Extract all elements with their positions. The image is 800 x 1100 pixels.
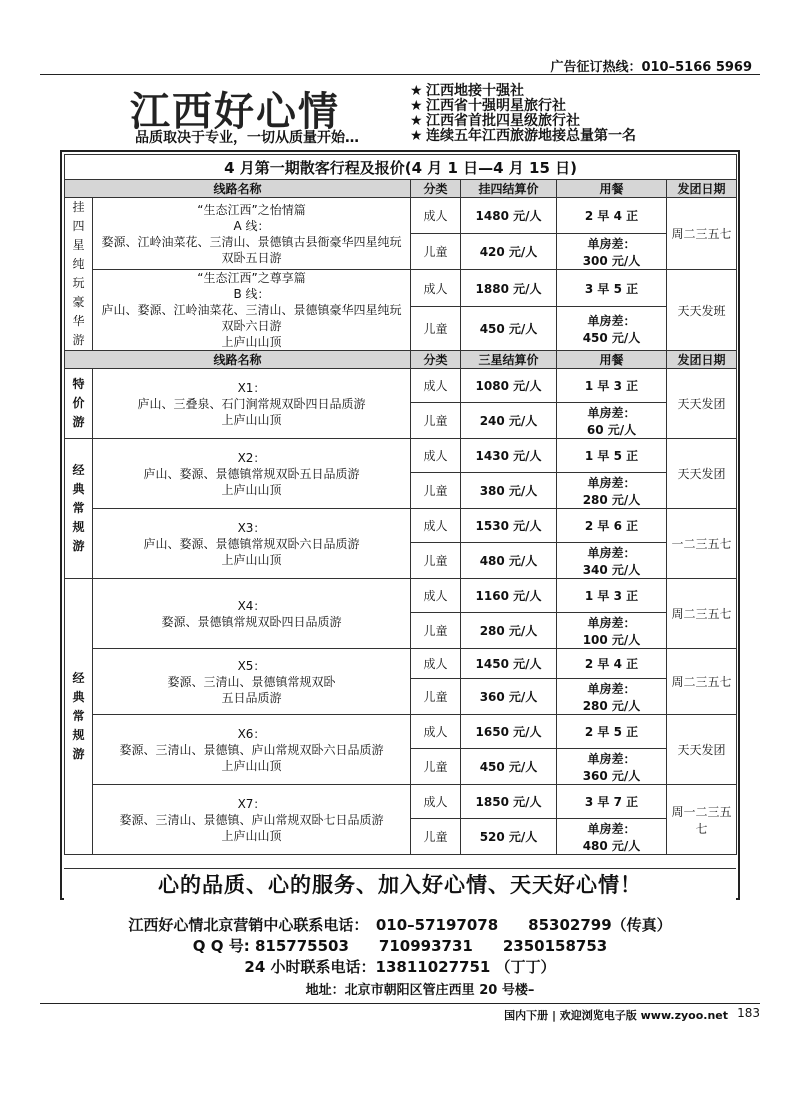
category-child: 儿童 [411,473,461,509]
adult-price: 1530 元/人 [461,509,557,543]
category-adult: 成人 [411,785,461,819]
star-icon: ★ [410,83,423,99]
contact-24h: 24 小时联系电话：13811027751 （丁丁） [244,958,556,976]
meal-plan: 2 早 4 正 [557,198,667,234]
category-adult: 成人 [411,649,461,679]
category-adult: 成人 [411,509,461,543]
award-item: ★ 江西地接十强社 [410,83,524,99]
col-category: 分类 [411,180,461,198]
route-description: “生态江西”之怡情篇 A 线： 婺源、江岭油菜花、三清山、景德镇古县衙豪华四星纯玩 双卧五日游 [93,198,411,270]
meal-plan: 1 早 3 正 [557,369,667,403]
col-date: 发团日期 [667,180,737,198]
adult-price: 1880 元/人 [461,270,557,307]
route-description: X5： 婺源、三清山、景德镇常规双卧 五日品质游 [93,649,411,715]
child-price: 520 元/人 [461,819,557,855]
table-row [65,270,737,307]
category-adult: 成人 [411,579,461,613]
departure-date: 周一二三五七 [667,785,737,855]
table-title: 4 月第一期散客行程及报价(4 月 1 日—4 月 15 日) [65,155,737,180]
route-description: X3： 庐山、婺源、景德镇常规双卧六日品质游 上庐山山顶 [93,509,411,579]
child-price: 240 元/人 [461,403,557,439]
group-label-classic: 经 典 常 规 游 [65,439,93,579]
single-supplement: 单房差： 450 元/人 [557,307,667,351]
star-icon: ★ [410,113,423,129]
meal-plan: 3 早 7 正 [557,785,667,819]
meal-plan: 3 早 5 正 [557,270,667,307]
route-description: X2： 庐山、婺源、景德镇常规双卧五日品质游 上庐山山顶 [93,439,411,509]
group-label-special: 特 价 游 [65,369,93,439]
single-supplement: 单房差： 60 元/人 [557,403,667,439]
table-header [65,351,737,369]
single-supplement: 单房差： 280 元/人 [557,473,667,509]
award-item: ★ 江西省首批四星级旅行社 [410,113,580,129]
child-price: 360 元/人 [461,679,557,715]
meal-plan: 2 早 4 正 [557,649,667,679]
awards-list [410,84,636,144]
child-price: 450 元/人 [461,307,557,351]
adult-price: 1480 元/人 [461,198,557,234]
top-divider [40,74,760,75]
route-description: X1： 庐山、三叠泉、石门涧常规双卧四日品质游 上庐山山顶 [93,369,411,439]
contact-phone: 江西好心情北京营销中心联系电话： 010–57197078 85302799（传真） [128,916,672,934]
adult-price: 1650 元/人 [461,715,557,749]
single-supplement: 单房差： 300 元/人 [557,234,667,270]
contact-qq: Q Q 号: 815775503 710993731 2350158753 [192,937,608,955]
category-child: 儿童 [411,749,461,785]
departure-date: 天天发团 [667,369,737,439]
bottom-divider [40,1003,760,1004]
table-row [65,785,737,819]
single-supplement: 单房差： 100 元/人 [557,613,667,649]
col-route: 线路名称 [65,351,411,369]
closing-slogan: 心的品质、心的服务、加入好心情、天天好心情！ [64,868,736,901]
departure-date: 周二三五七 [667,579,737,649]
col-category: 分类 [411,351,461,369]
table-row [65,649,737,679]
col-date: 发团日期 [667,351,737,369]
adult-price: 1430 元/人 [461,439,557,473]
category-child: 儿童 [411,543,461,579]
single-supplement: 单房差： 280 元/人 [557,679,667,715]
category-adult: 成人 [411,270,461,307]
award-item: ★ 江西省十强明星旅行社 [410,98,566,114]
adult-price: 1080 元/人 [461,369,557,403]
footer-text: 国内下册 | 欢迎浏览电子版 www.zyoo.net [504,1009,728,1022]
departure-date: 天天发班 [667,270,737,351]
table-row [65,509,737,543]
route-description: “生态江西”之尊享篇 B 线： 庐山、婺源、江岭油菜花、三清山、景德镇豪华四星纯玩 双卧六日游 上庐山山顶 [93,270,411,351]
meal-plan: 2 早 6 正 [557,509,667,543]
table-header [65,180,737,198]
departure-date: 周二三五七 [667,649,737,715]
route-description: X6： 婺源、三清山、景德镇、庐山常规双卧六日品质游 上庐山山顶 [93,715,411,785]
star-icon: ★ [410,98,423,114]
meal-plan: 1 早 5 正 [557,439,667,473]
col-price: 挂四结算价 [461,180,557,198]
table-row [65,715,737,749]
category-adult: 成人 [411,198,461,234]
meal-plan: 2 早 5 正 [557,715,667,749]
category-child: 儿童 [411,234,461,270]
col-price: 三星结算价 [461,351,557,369]
category-adult: 成人 [411,369,461,403]
category-child: 儿童 [411,403,461,439]
col-meal: 用餐 [557,180,667,198]
single-supplement: 单房差： 480 元/人 [557,819,667,855]
departure-date: 天天发团 [667,439,737,509]
single-supplement: 单房差： 340 元/人 [557,543,667,579]
table-row [65,198,737,234]
table-row [65,439,737,473]
route-description: X7： 婺源、三清山、景德镇、庐山常规双卧七日品质游 上庐山山顶 [93,785,411,855]
award-item: ★ 连续五年江西旅游地接总量第一名 [410,128,636,144]
child-price: 480 元/人 [461,543,557,579]
price-table [64,154,737,855]
contact-address: 地址：北京市朝阳区管庄西里 20 号楼– [305,983,535,998]
child-price: 280 元/人 [461,613,557,649]
category-child: 儿童 [411,613,461,649]
meal-plan: 1 早 3 正 [557,579,667,613]
child-price: 380 元/人 [461,473,557,509]
departure-date: 周二三五七 [667,198,737,270]
col-route: 线路名称 [65,180,411,198]
ad-hotline: 广告征订热线：010–5166 5969 [550,60,752,75]
table-row [65,579,737,613]
group-label-luxury: 挂 四 星 纯 玩 豪 华 游 [65,198,93,351]
departure-date: 天天发团 [667,715,737,785]
departure-date: 一二三五七 [667,509,737,579]
slogan: 品质取决于专业，一切从质量开始… [135,130,359,146]
adult-price: 1450 元/人 [461,649,557,679]
child-price: 420 元/人 [461,234,557,270]
adult-price: 1160 元/人 [461,579,557,613]
category-adult: 成人 [411,715,461,749]
single-supplement: 单房差： 360 元/人 [557,749,667,785]
child-price: 450 元/人 [461,749,557,785]
category-child: 儿童 [411,819,461,855]
route-description: X4： 婺源、景德镇常规双卧四日品质游 [93,579,411,649]
category-adult: 成人 [411,439,461,473]
adult-price: 1850 元/人 [461,785,557,819]
page-number: 183 [737,1006,760,1020]
company-logo: 江西好心情 [130,88,340,135]
table-row [65,369,737,403]
category-child: 儿童 [411,679,461,715]
category-child: 儿童 [411,307,461,351]
col-meal: 用餐 [557,351,667,369]
star-icon: ★ [410,128,423,144]
group-label-classic: 经 典 常 规 游 [65,579,93,855]
